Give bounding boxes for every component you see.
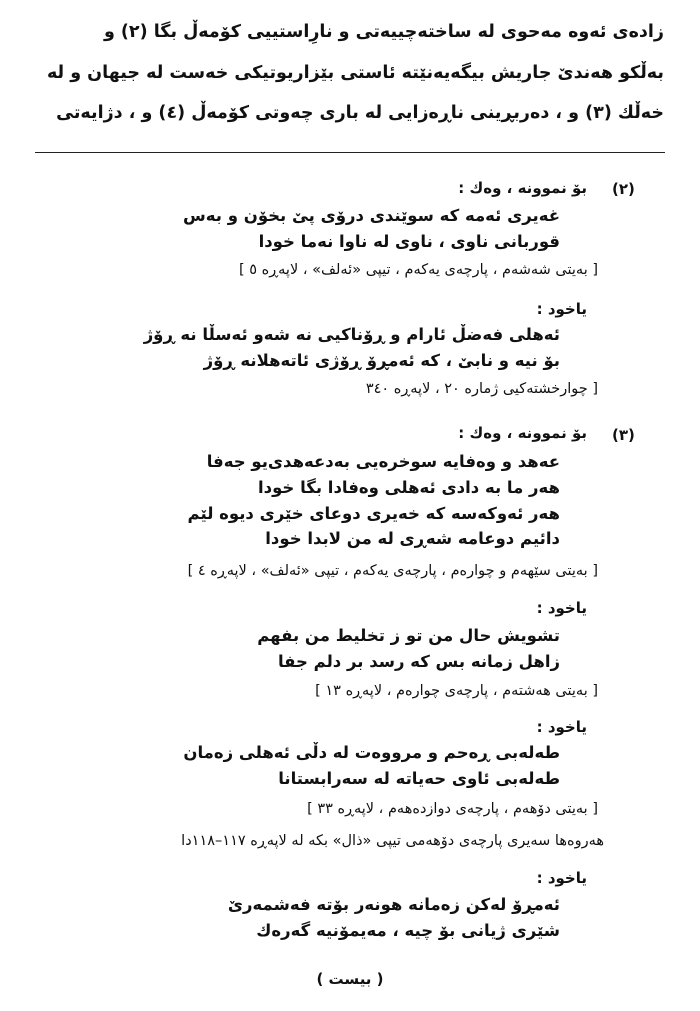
fn3-verse-7: طەلەبی ڕەحم و مرووەت لە دڵی ئەهلی زەمان xyxy=(183,743,560,762)
page-number: ( بیست ) xyxy=(316,970,384,988)
fn3-label-alt-3: یاخود : xyxy=(536,869,587,887)
fn3-citation-alt-2: [ بەیتی دۆهەم ، پارچەی دوازدەهەم ، لاپەڕە ٣٣ ] xyxy=(307,801,598,817)
fn3-label-alt-1: یاخود : xyxy=(536,599,587,617)
fn3-verse-6: زاهل زمانه بس که رسد بر دلم جفا xyxy=(277,652,560,671)
fn2-citation: [ بەیتی شەشەم ، پارچەی یەکەم ، تیپی «ئەلف» ، لاپەڕە ٥ ] xyxy=(239,262,598,278)
fn2-label-alt: یاخود : xyxy=(536,300,587,318)
fn2-verse-3: ئەهلی فەضڵ ئارام و ڕۆناکیی نە شەو ئەسڵا نە ڕۆژ xyxy=(143,325,560,344)
intro-line-1: زادەی ئەوە مەحوی لە ساختەچییەتی و نارِاستییی کۆمەڵ بگا (٢) و xyxy=(103,22,664,42)
fn3-verse-9: ئەمڕۆ لەکن زەمانە هونەر بۆتە فەشمەرێ xyxy=(227,895,560,914)
footnote-separator xyxy=(35,152,665,153)
fn3-verse-5: تشویش حال من تو ز تخلیط من بفهم xyxy=(257,626,560,645)
footnote-number-2: (٢) xyxy=(612,180,635,198)
fn2-label: بۆ نموونە ، وەك : xyxy=(458,179,587,197)
fn3-citation-alt-1: [ بەیتی هەشتەم ، پارچەی چوارەم ، لاپەڕە ١٣ ] xyxy=(315,683,598,699)
fn3-label: بۆ نموونە ، وەك : xyxy=(458,424,587,442)
fn2-verse-4: بۆ نیە و نابێ ، كە ئەمڕۆ ڕۆژی ئاتەهلانە ڕۆژ xyxy=(203,351,560,370)
fn3-verse-2: هەر ما بە دادی ئەهلی وەفادا بگا خودا xyxy=(257,478,560,497)
fn3-label-alt-2: یاخود : xyxy=(536,718,587,736)
intro-line-3: خەڵك (٣) و ، دەربڕینی ناڕەزایی لە باری چەوتی کۆمەڵ (٤) و ، دژایەتی xyxy=(56,103,664,123)
fn3-verse-3: هەر ئەوکەسە كە خەیری دوعای خێری دیوە لێم xyxy=(187,504,560,523)
footnote-number-3: (٣) xyxy=(612,426,635,444)
fn3-verse-8: طەلەبی ئاوی حەیاتە لە سەرابستانا xyxy=(278,769,560,788)
fn3-verse-10: شێری ژیانی بۆ چیە ، مەیمۆنیە گەرەك xyxy=(256,921,560,940)
intro-line-2: بەڵکو هەندێ جاریش بیگەیەنێتە ئاستی بێزاریوتیکی خەست لە جیهان و لە xyxy=(46,63,664,83)
fn3-verse-1: عەهد و وەفایە سوخرەیی بەدعەهدی‌یو جەفا xyxy=(206,452,560,471)
fn2-verse-1: غەیری ئەمە كە سوێندی درۆی پێ بخۆن و بەس xyxy=(183,206,560,225)
fn2-verse-2: قوربانی ناوی ، ناوی لە ناوا نەما خودا xyxy=(258,232,560,251)
fn3-verse-4: دائیم دوعامە شەڕی لە من لابدا خودا xyxy=(265,529,560,548)
fn3-cross-reference: هەروەها سەیری پارچەی دۆهەمی تیپی «ذال» بکە لە لاپەڕە ١١٧–١١٨دا xyxy=(181,833,604,849)
fn3-citation: [ بەیتی سێهەم و چوارەم ، پارچەی یەکەم ، تیپی «ئەلف» ، لاپەڕە ٤ ] xyxy=(187,563,598,579)
fn2-citation-alt: [ چوارخشتەکیی ژمارە ٢٠ ، لاپەڕە ٣٤٠ xyxy=(365,381,598,397)
